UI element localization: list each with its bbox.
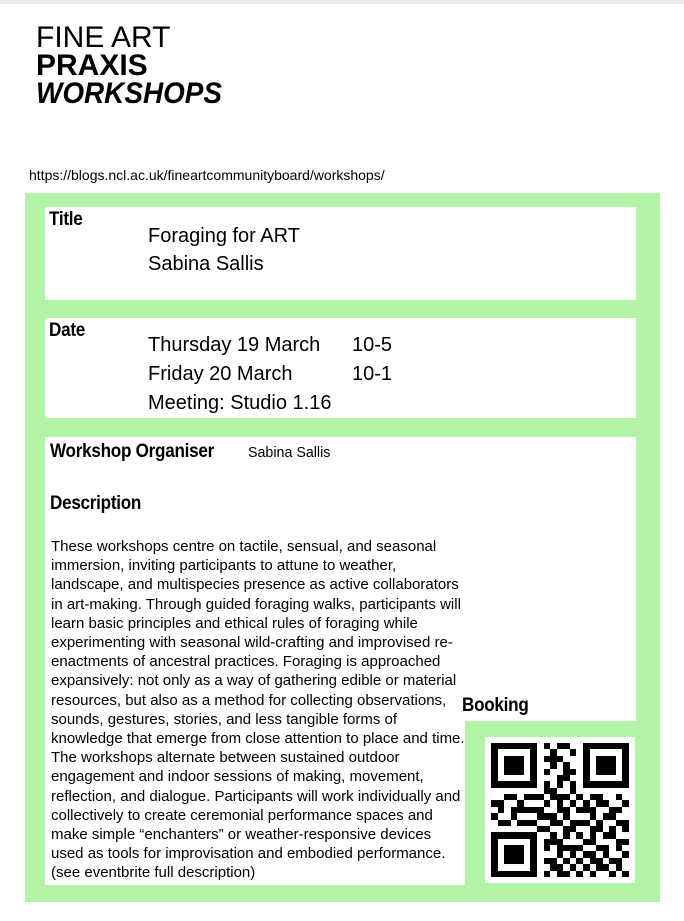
organiser-name: Sabina Sallis bbox=[248, 444, 331, 461]
date-row bbox=[148, 331, 392, 360]
brand-line-workshops: WORKSHOPS bbox=[36, 77, 223, 110]
details-section bbox=[45, 437, 636, 885]
date-text: Thursday 19 March bbox=[148, 334, 321, 356]
date-row bbox=[148, 389, 392, 418]
date-section bbox=[45, 318, 636, 418]
organiser-row bbox=[50, 441, 335, 463]
workshop-artist: Sabina Sallis bbox=[148, 253, 264, 275]
brand-line-praxis: PRAXIS bbox=[36, 49, 148, 82]
brand-line-fine-art: FINE ART bbox=[36, 21, 171, 54]
date-rows bbox=[148, 331, 392, 418]
date-time: 10-1 bbox=[352, 363, 393, 385]
qr-code-grid bbox=[491, 743, 629, 877]
brand-header bbox=[36, 21, 236, 110]
date-time: 10-5 bbox=[352, 334, 393, 356]
organiser-label: Workshop Organiser bbox=[50, 441, 214, 462]
workshop-title: Foraging for ART bbox=[148, 225, 300, 247]
booking-area bbox=[465, 721, 660, 902]
date-text: Meeting: Studio 1.16 bbox=[148, 392, 332, 414]
title-content bbox=[148, 222, 300, 278]
workshops-url-link[interactable]: https://blogs.ncl.ac.uk/fineartcommunityboard/workshops/ bbox=[29, 167, 385, 183]
green-frame bbox=[25, 193, 660, 902]
description-text: These workshops centre on tactile, sensual, and seasonal immersion, inviting participants to attune to weather, landscape, and multispecies presence as active collaborators in art-making. Through guided foraging walks, participants will learn basic principles and ethical rules of foraging while experimenting with seasonal wild-crafting and improvised re-enactments of ancestral practices. Foraging is approached expansively: not only as a way of gathering edible or material resources, but also as a method for collecting observations, sounds, gestures, stories, and less tangible forms of knowledge that emerge from close attention to place and time. The workshops alternate between sustained outdoor engagement and indoor sessions of making, movement, reflection, and dialogue. Participants will work individually and collectively to create ceremonial performance spaces and make simple “enchanters” or weather-responsive devices used as tools for improvisation and embodied performance. (see eventbrite full description) bbox=[51, 538, 465, 882]
date-row bbox=[148, 360, 392, 389]
date-text: Friday 20 March bbox=[148, 363, 293, 385]
title-section bbox=[45, 207, 636, 300]
title-label: Title bbox=[49, 209, 83, 230]
description-label: Description bbox=[50, 493, 142, 514]
qr-code-icon bbox=[485, 737, 635, 883]
booking-label: Booking bbox=[462, 695, 529, 716]
date-label: Date bbox=[49, 320, 85, 341]
top-border-strip bbox=[0, 0, 684, 4]
